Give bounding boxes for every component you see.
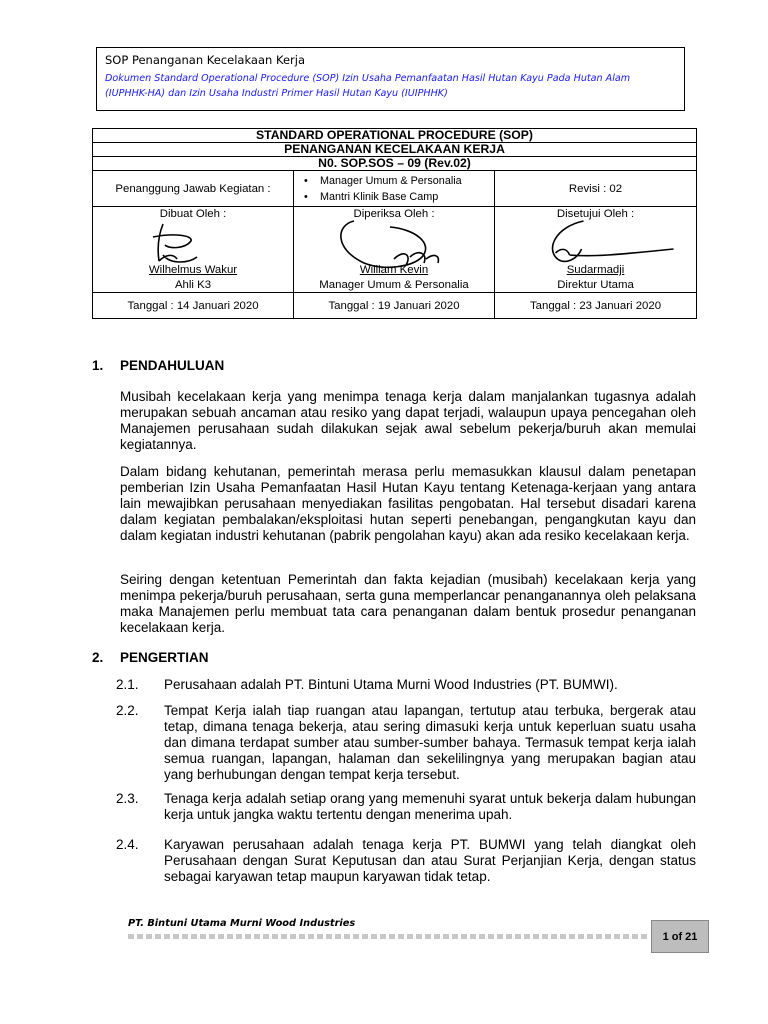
section-title: PENGERTIAN [120, 650, 209, 665]
signature-image [93, 219, 293, 269]
header-subtitle-line1: Dokumen Standard Operational Procedure (SOP) Izin Usaha Pemanfaatan Hasil Hutan Kayu Pada Hutan Alam [105, 73, 631, 84]
signature-image [495, 219, 696, 269]
list-item-text: Perusahaan adalah PT. Bintuni Utama Murni Wood Industries (PT. BUMWI). [164, 677, 618, 692]
signer-name: Wilhelmus Wakur [148, 264, 238, 276]
list-item-text: Karyawan perusahaan adalah tenaga kerja PT. BUMWI yang telah diangkat oleh Perusahaan dengan Surat Keputusan dan atau Surat Perjanjian Kerja, dengan status sebagai karyawan tetap maupun karyawan tidak tetap. [164, 837, 696, 884]
header-title: SOP Penanganan Kecelakaan Kerja [105, 53, 305, 67]
revision: Revisi : 02 [495, 171, 697, 207]
responsible-item: • Mantri Klinik Base Camp [320, 189, 490, 205]
signature-block-approver [495, 207, 697, 293]
date-reviewed: Tanggal : 19 Januari 2020 [294, 293, 495, 319]
responsible-label: Penanggung Jawab Kegiatan : [93, 171, 294, 207]
signer-name: Sudarmadji [566, 264, 625, 276]
date-created: Tanggal : 14 Januari 2020 [93, 293, 294, 319]
page-number: 1 of 21 [651, 920, 709, 953]
list-item-number: 2.3. [116, 791, 139, 806]
list-item-number: 2.2. [116, 703, 139, 718]
footer-divider [128, 934, 650, 939]
list-item [116, 677, 696, 693]
signature-caption: Disetujui Oleh : [556, 208, 635, 220]
paragraph: Seiring dengan ketentuan Pemerintah dan fakta kejadian (musibah) kecelakaan kerja yang menimpa pekerja/buruh perusahaan, serta guna memperlancar penanganannya oleh pelaksana maka Manajemen perlu membuat tata cara penanganan dalam bentuk prosedur penanganan kecelakaan kerja. [120, 572, 696, 635]
signer-role: Direktur Utama [557, 279, 634, 291]
list-item-text: Tempat Kerja ialah tiap ruangan atau lapangan, tertutup atau terbuka, bergerak atau tetap, dimana tenaga bekerja, atau sering dimasuki kerja untuk keperluan suatu usaha dan dimana terdapat sumber atau sumber-sumber bahaya. Termasuk tempat kerja ialah semua ruangan, lapangan, halaman dan sekelilingnya yang merupakan bagian atau yang berhubungan dengan tempat kerja tersebut. [164, 703, 696, 782]
sop-title: STANDARD OPERATIONAL PROCEDURE (SOP) [93, 129, 697, 143]
signature-block-reviewer [294, 207, 495, 293]
signature-block-creator [93, 207, 294, 293]
footer-company: PT. Bintuni Utama Murni Wood Industries [128, 918, 356, 929]
signer-role: Manager Umum & Personalia [319, 279, 469, 291]
signer-role: Ahli K3 [174, 279, 212, 291]
sop-info-table [92, 128, 697, 319]
signature-caption: Diperiksa Oleh : [353, 208, 435, 220]
list-item [116, 837, 696, 885]
sop-number: N0. SOP.SOS – 09 (Rev.02) [93, 157, 697, 171]
list-item-number: 2.1. [116, 677, 139, 692]
list-item [116, 791, 696, 823]
sop-subtitle: PENANGANAN KECELAKAAN KERJA [93, 143, 697, 157]
responsible-item: • Manager Umum & Personalia [320, 173, 490, 189]
signature-image [294, 219, 494, 269]
responsible-list [294, 171, 495, 207]
section-2-heading [92, 650, 696, 665]
header-subtitle-line2: (IUPHHK-HA) dan Izin Usaha Industri Primer Hasil Hutan Kayu (IUIPHHK) [105, 88, 448, 99]
paragraph: Musibah kecelakaan kerja yang menimpa tenaga kerja dalam manjalankan tugasnya adalah merupakan sebuah ancaman atau resiko yang dapat terjadi, walaupun upaya pencegahan oleh Manajemen perusahaan sudah dilakukan sejak awal sebelum pekerja/buruh akan memulai kegiatannya. [120, 389, 696, 452]
section-number: 2. [92, 650, 104, 665]
date-approved: Tanggal : 23 Januari 2020 [495, 293, 697, 319]
document-header [96, 47, 685, 111]
section-title: PENDAHULUAN [120, 358, 225, 373]
section-1-heading [92, 358, 696, 373]
signature-caption: Dibuat Oleh : [159, 208, 227, 220]
list-item-text: Tenaga kerja adalah setiap orang yang memenuhi syarat untuk bekerja dalam hubungan kerja untuk jangka waktu tertentu dengan menerima upah. [164, 791, 696, 822]
list-item-number: 2.4. [116, 837, 139, 852]
section-number: 1. [92, 358, 104, 373]
paragraph: Dalam bidang kehutanan, pemerintah merasa perlu memasukkan klausul dalam penetapan pemberian Izin Usaha Pemanfaatan Hasil Hutan Kayu tentang Ketenaga-kerjaan yang antara lain mewajibkan perusahaan menyediakan fasilitas pengobatan. Hal tersebut disadari karena dalam kegiatan pembalakan/eksploitasi hutan seperti penebangan, pengangkutan kayu dan dalam kegiatan industri kehutanan (pabrik pengolahan kayu) akan ada resiko kecelakaan kerja. [120, 464, 696, 543]
signer-name: William Kevin [359, 264, 429, 276]
list-item [116, 703, 696, 783]
